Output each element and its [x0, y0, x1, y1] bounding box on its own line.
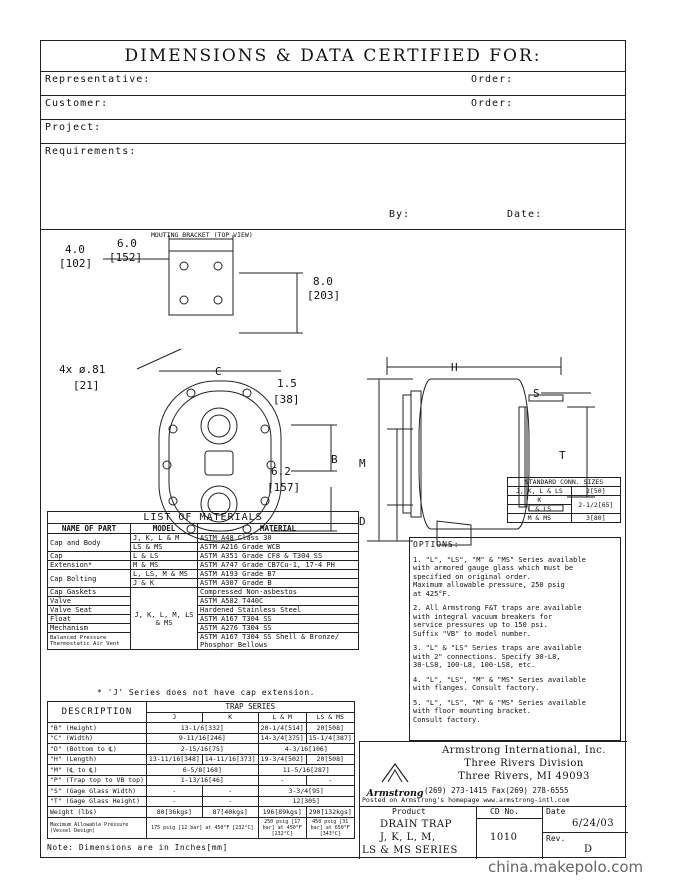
cell: -: [202, 796, 258, 807]
cell: 1-13/16[46]: [146, 775, 258, 786]
materials-title: LIST OF MATERIALS: [48, 512, 359, 524]
dimensions-note: Note: Dimensions are in Inches[mm]: [47, 843, 228, 852]
table-row: [48, 633, 359, 650]
part-material: ASTM A193 Grade B7: [198, 570, 359, 579]
date-value: 6/24/03: [572, 818, 615, 829]
bracket-label: MOUTING BRACKET (TOP VIEW): [151, 231, 253, 239]
cell: 20[508]: [306, 723, 354, 734]
divider: [476, 818, 542, 819]
row-label: "B" (Height): [48, 723, 147, 734]
part-name: Extension*: [48, 561, 131, 570]
dim-152-label: [152]: [109, 251, 143, 264]
table-row: [48, 570, 359, 579]
date-block-label: Date: [546, 807, 566, 816]
conn-sizes-title: STANDARD CONN. SIZES: [508, 478, 621, 487]
table-row: [48, 615, 359, 624]
part-name: Valve Seat: [48, 606, 131, 615]
row-label: Maximum Allowable Pressure (Vessel Design): [48, 817, 147, 838]
title-block: [359, 741, 627, 859]
part-material: ASTM A351 Grade CF8 & T304 SS: [198, 552, 359, 561]
bracket-plate: [169, 251, 233, 315]
part-material: ASTM A48 Class 30: [198, 534, 359, 543]
dim-b-label: B: [331, 453, 338, 466]
dim-62-label: 6.2: [271, 465, 291, 478]
dim-4-label: 4.0: [65, 243, 85, 256]
row-label: "H" (Length): [48, 754, 147, 765]
order-label-2: Order:: [471, 98, 514, 109]
representative-label: Representative:: [45, 74, 151, 85]
part-model: L & LS: [131, 552, 198, 561]
conn-model: L & LS: [508, 505, 572, 514]
page-title: DIMENSIONS & DATA CERTIFIED FOR:: [41, 41, 625, 72]
series-header-j: J: [146, 712, 202, 723]
part-name: Valve: [48, 597, 131, 606]
date-label: Date:: [507, 209, 543, 220]
by-label: By:: [389, 209, 411, 220]
materials-header-model: MODEL: [131, 524, 198, 534]
part-material: ASTM A582 T440C: [198, 597, 359, 606]
cell: 13-1/6[332]: [146, 723, 258, 734]
series-header-lsms: LS & MS: [306, 712, 354, 723]
table-row: [48, 765, 355, 776]
cell: 196[89kgs]: [258, 807, 306, 818]
materials-header-part: NAME OF PART: [48, 524, 131, 534]
table-row: [48, 597, 359, 606]
dim-c-label: C: [215, 365, 222, 378]
row-label: "C" (Width): [48, 733, 147, 744]
dim-s-label: S: [533, 387, 540, 400]
part-material: Hardened Stainless Steel: [198, 606, 359, 615]
cell: 3-3/4[95]: [258, 786, 354, 797]
description-title: DESCRIPTION: [48, 702, 147, 723]
dim-m-label: M: [359, 457, 366, 470]
table-row: [48, 786, 355, 797]
part-material: ASTM A747 Grade CB7Cu-1, 17-4 PH: [198, 561, 359, 570]
cell: 9-11/16[246]: [146, 733, 258, 744]
requirements-row: [41, 143, 625, 230]
table-row: [48, 534, 359, 543]
table-row: [508, 487, 621, 496]
list-item: 4. "L", "LS", "M" & "MS" Series available with flanges. Consult factory.: [413, 675, 586, 692]
row-label: "T" (Gage Glass Height): [48, 796, 147, 807]
dim-203-label: [203]: [307, 289, 341, 302]
dim-38-label: [38]: [273, 393, 300, 406]
cell: 20-1/4[514]: [258, 723, 306, 734]
cd-label: CD No.: [490, 807, 519, 816]
options-title: OPTIONS:: [413, 540, 460, 549]
drawing-sheet: [40, 40, 626, 858]
list-item: 2. All Armstrong F&T traps are available with integral vacuum breakers for service pressures up to 150 psi. Suffix "VB" to model number.: [413, 604, 582, 638]
table-row: [48, 588, 359, 597]
product-label: Product: [392, 807, 426, 816]
materials-header-material: MATERIAL: [198, 524, 359, 534]
part-material: ASTM A216 Grade WCB: [198, 543, 359, 552]
holes-label: 4x ø.81: [59, 363, 106, 376]
part-material: ASTM A167 T304 SS Shell & Bronze/ Phosphor Bellows: [198, 633, 359, 650]
cell: 6-5/8[168]: [146, 765, 258, 776]
row-label: "M" (℄ to ℄): [48, 765, 147, 776]
table-row: [48, 775, 355, 786]
materials-footnote: * 'J' Series does not have cap extension.: [97, 688, 315, 697]
logo-text: Armstrong: [366, 788, 424, 799]
cell: 250 psig [17 bar] at 450°F [232°C]: [258, 817, 306, 838]
dim-157-label: [157]: [267, 481, 301, 494]
dim-t-label: T: [559, 449, 566, 462]
cell: 11-5/16[287]: [258, 765, 354, 776]
list-item: 3. "L" & "LS" Series traps are available with 2" connections. Specify 30-L8, 30-LS8, 100-L8, 100-LS8, etc.: [413, 644, 582, 669]
cd-value: 1010: [490, 832, 518, 843]
part-model: J, K, L, M,: [134, 610, 181, 619]
cell: -: [146, 796, 202, 807]
row-label: "D" (Bottom to ℄): [48, 744, 147, 755]
company-info: [424, 744, 624, 783]
product-line-2: J, K, L, M,: [380, 832, 436, 843]
conn-sizes-table: [507, 477, 621, 523]
table-row: [48, 796, 355, 807]
part-model: L, LS, M & MS: [131, 570, 198, 579]
dim-15-label: 1.5: [277, 377, 297, 390]
part-name: Cap: [48, 552, 131, 561]
company-name: Armstrong International, Inc.: [442, 745, 606, 756]
part-model: LS & MS: [155, 610, 194, 627]
cell: -: [306, 775, 354, 786]
table-row: [48, 606, 359, 615]
row-label: Weight (lbs): [48, 807, 147, 818]
cell: 2-15/16[75]: [146, 744, 258, 755]
conn-model: J, K, L & LS: [508, 487, 572, 496]
dim-102-label: [102]: [59, 257, 93, 270]
cell: 14-11/16[373]: [202, 754, 258, 765]
company-address: Three Rivers, MI 49093: [458, 771, 590, 782]
company-division: Three Rivers Division: [464, 758, 584, 769]
product-line-3: LS & MS SERIES: [362, 845, 458, 856]
conn-model: K: [508, 496, 572, 505]
part-model: M & MS: [131, 561, 198, 570]
conn-size: 2[50]: [571, 487, 620, 496]
part-name: Cap Gaskets: [48, 588, 131, 597]
cell: -: [258, 775, 306, 786]
table-row: [48, 552, 359, 561]
dim-8-label: 8.0: [313, 275, 333, 288]
series-header-k: K: [202, 712, 258, 723]
cell: 13-11/16[348]: [146, 754, 202, 765]
cell: -: [146, 786, 202, 797]
row-label: "S" (Gage Glass Width): [48, 786, 147, 797]
project-row: [41, 119, 625, 144]
conn-model: M & MS: [508, 514, 572, 523]
table-row: [48, 754, 355, 765]
part-model: J & K: [131, 579, 198, 588]
product-line-1: DRAIN TRAP: [380, 819, 452, 830]
representative-row: [41, 71, 625, 96]
cell: 450 psig [31 bar] at 650°F [343°C]: [306, 817, 354, 838]
logo-icon: [380, 762, 410, 784]
trap-series-title: TRAP SERIES: [146, 702, 354, 713]
part-name: Balanced Pressure Thermostatic Air Vent: [48, 633, 131, 650]
cell: 80[36kgs]: [146, 807, 202, 818]
table-row: [508, 514, 621, 523]
table-row: [48, 744, 355, 755]
cell: 15-1/4[387]: [306, 733, 354, 744]
options-box: [409, 537, 621, 741]
cell: 20[508]: [306, 754, 354, 765]
part-material: ASTM A276 T304 SS: [198, 624, 359, 633]
part-model: LS & MS: [131, 543, 198, 552]
customer-label: Customer:: [45, 98, 109, 109]
rev-value: D: [584, 844, 593, 855]
watermark: china.makepolo.com: [488, 858, 644, 876]
materials-table: [47, 511, 359, 650]
order-label-1: Order:: [471, 74, 514, 85]
project-label: Project:: [45, 122, 102, 133]
armstrong-logo: [364, 762, 426, 799]
company-web: Posted on Armstrong's homepage www.armstrong-intl.com: [362, 796, 570, 804]
dim-d-label: D: [359, 515, 366, 528]
divider: [542, 832, 628, 833]
table-row: [48, 624, 359, 633]
requirements-label: Requirements:: [45, 146, 137, 157]
company-phone: (269) 273-1415 Fax(269) 278-6555: [424, 786, 569, 795]
divider: [476, 806, 477, 859]
cell: 19-3/4[502]: [258, 754, 306, 765]
cell: 87[40kgs]: [202, 807, 258, 818]
table-row: [48, 807, 355, 818]
part-material: ASTM A307 Grade B: [198, 579, 359, 588]
cell: 4-3/16[106]: [258, 744, 354, 755]
part-name: Cap Bolting: [48, 570, 131, 588]
table-row: [508, 496, 621, 505]
part-name: Mechanism: [48, 624, 131, 633]
part-material: ASTM A167 T304 SS: [198, 615, 359, 624]
rev-label: Rev.: [546, 834, 566, 843]
cell: 175 psig [12 bar] at 450°F [232°C]: [146, 817, 258, 838]
part-material: Compressed Non-asbestos: [198, 588, 359, 597]
row-label: "P" (Trap top to VB top): [48, 775, 147, 786]
cell: 14-3/4[375]: [258, 733, 306, 744]
list-item: 5. "L", "LS", "M" & "MS" Series available with floor mounting bracket. Consult factory.: [413, 698, 586, 724]
table-row: [48, 723, 355, 734]
dim-h-label: H: [451, 361, 458, 374]
table-row: [48, 817, 355, 838]
cell: 12[305]: [258, 796, 354, 807]
part-name: Float: [48, 615, 131, 624]
part-name: Cap and Body: [48, 534, 131, 552]
conn-size: 2-1/2[65]: [571, 496, 620, 514]
table-row: [48, 561, 359, 570]
table-row: [48, 733, 355, 744]
cell: -: [202, 786, 258, 797]
holes-mm-label: [21]: [73, 379, 100, 392]
dim-6-label: 6.0: [117, 237, 137, 250]
part-model: J, K, L & M: [131, 534, 198, 543]
conn-size: 3[80]: [571, 514, 620, 523]
description-table: [47, 701, 355, 839]
customer-row: [41, 95, 625, 120]
series-header-lm: L & M: [258, 712, 306, 723]
list-item: 1. "L", "LS", "M" & "MS" Series available with armored gauge glass which must be specified on original order. Maximum allowable pressure, 250 psig at 425°F.: [413, 555, 586, 598]
cell: 290[132kgs]: [306, 807, 354, 818]
